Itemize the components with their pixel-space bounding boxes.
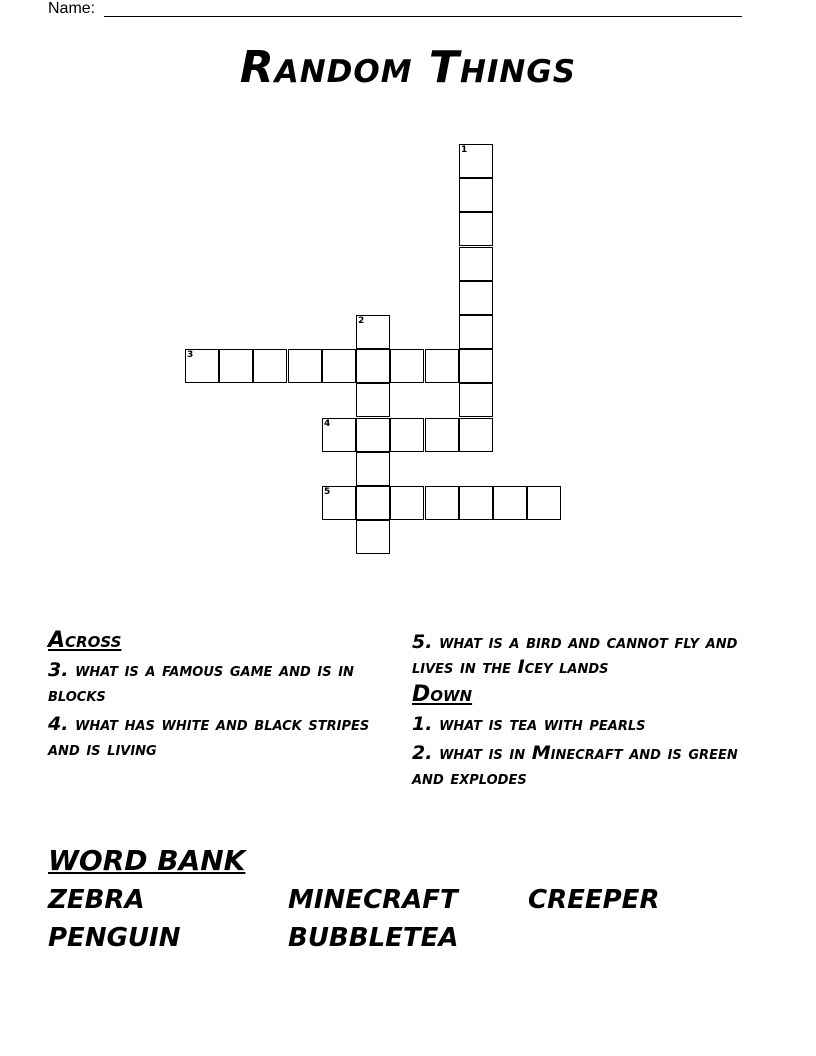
grid-cell[interactable] (356, 315, 390, 349)
grid-cell[interactable] (425, 418, 459, 452)
word-bank-item: MINECRAFT (288, 885, 458, 915)
clue-text: what is in Minecraft and is green and explodes (412, 742, 738, 789)
grid-cell[interactable] (493, 486, 527, 520)
clue-number: 3 (187, 350, 194, 360)
clue-number: 4. (48, 713, 69, 735)
clue-text: what is a famous game and is in blocks (48, 659, 354, 706)
clue-text: what has white and black stripes and is living (48, 713, 370, 760)
word-bank-title: WORD BANK (48, 844, 246, 877)
clue-number: 1. (412, 713, 433, 735)
word-bank-item: ZEBRA (48, 885, 145, 915)
grid-cell[interactable] (459, 247, 493, 281)
clue-number: 1 (461, 145, 468, 155)
grid-cell[interactable] (219, 349, 253, 383)
clue-number: 4 (324, 419, 331, 429)
grid-cell[interactable] (425, 486, 459, 520)
grid-cell[interactable] (322, 418, 356, 452)
grid-cell[interactable] (356, 486, 390, 520)
grid-cell[interactable] (356, 452, 390, 486)
grid-cell[interactable] (185, 349, 219, 383)
grid-cell[interactable] (322, 349, 356, 383)
grid-cell[interactable] (459, 315, 493, 349)
name-label: Name: (48, 0, 96, 17)
grid-cell[interactable] (459, 178, 493, 212)
clue-across-3 (48, 658, 378, 708)
grid-cell[interactable] (390, 486, 424, 520)
clue-number: 2 (358, 316, 365, 326)
grid-cell[interactable] (459, 212, 493, 246)
clues-left-column (48, 628, 378, 762)
name-input-line[interactable] (104, 16, 742, 17)
page-title: Random Things (239, 42, 577, 93)
grid-cell[interactable] (459, 144, 493, 178)
clue-down-2 (412, 741, 752, 791)
word-bank-item: BUBBLETEA (288, 923, 459, 953)
grid-cell[interactable] (356, 383, 390, 417)
grid-cell[interactable] (459, 383, 493, 417)
clue-text: what is a bird and cannot fly and lives in the Icey lands (412, 631, 738, 678)
clue-across-5 (412, 630, 752, 680)
clue-across-4 (48, 712, 378, 762)
grid-cell[interactable] (288, 349, 322, 383)
down-heading: Down (412, 682, 473, 707)
across-heading: Across (48, 628, 122, 653)
grid-cell[interactable] (322, 486, 356, 520)
grid-cell[interactable] (459, 486, 493, 520)
grid-cell[interactable] (425, 349, 459, 383)
grid-cell[interactable] (527, 486, 561, 520)
grid-cell[interactable] (253, 349, 287, 383)
word-bank-item: PENGUIN (48, 923, 181, 953)
clue-number: 3. (48, 659, 69, 681)
clues-right-column (412, 630, 752, 791)
clue-down-1 (412, 712, 752, 737)
grid-cell[interactable] (356, 418, 390, 452)
grid-cell[interactable] (459, 418, 493, 452)
grid-cell[interactable] (390, 418, 424, 452)
clue-text: what is tea with pearls (439, 713, 646, 735)
grid-cell[interactable] (356, 520, 390, 554)
clue-number: 5. (412, 631, 433, 653)
grid-cell[interactable] (356, 349, 390, 383)
clue-number: 5 (324, 487, 331, 497)
word-bank-item: CREEPER (528, 885, 660, 915)
grid-cell[interactable] (459, 281, 493, 315)
clue-number: 2. (412, 742, 433, 764)
grid-cell[interactable] (459, 349, 493, 383)
grid-cell[interactable] (390, 349, 424, 383)
